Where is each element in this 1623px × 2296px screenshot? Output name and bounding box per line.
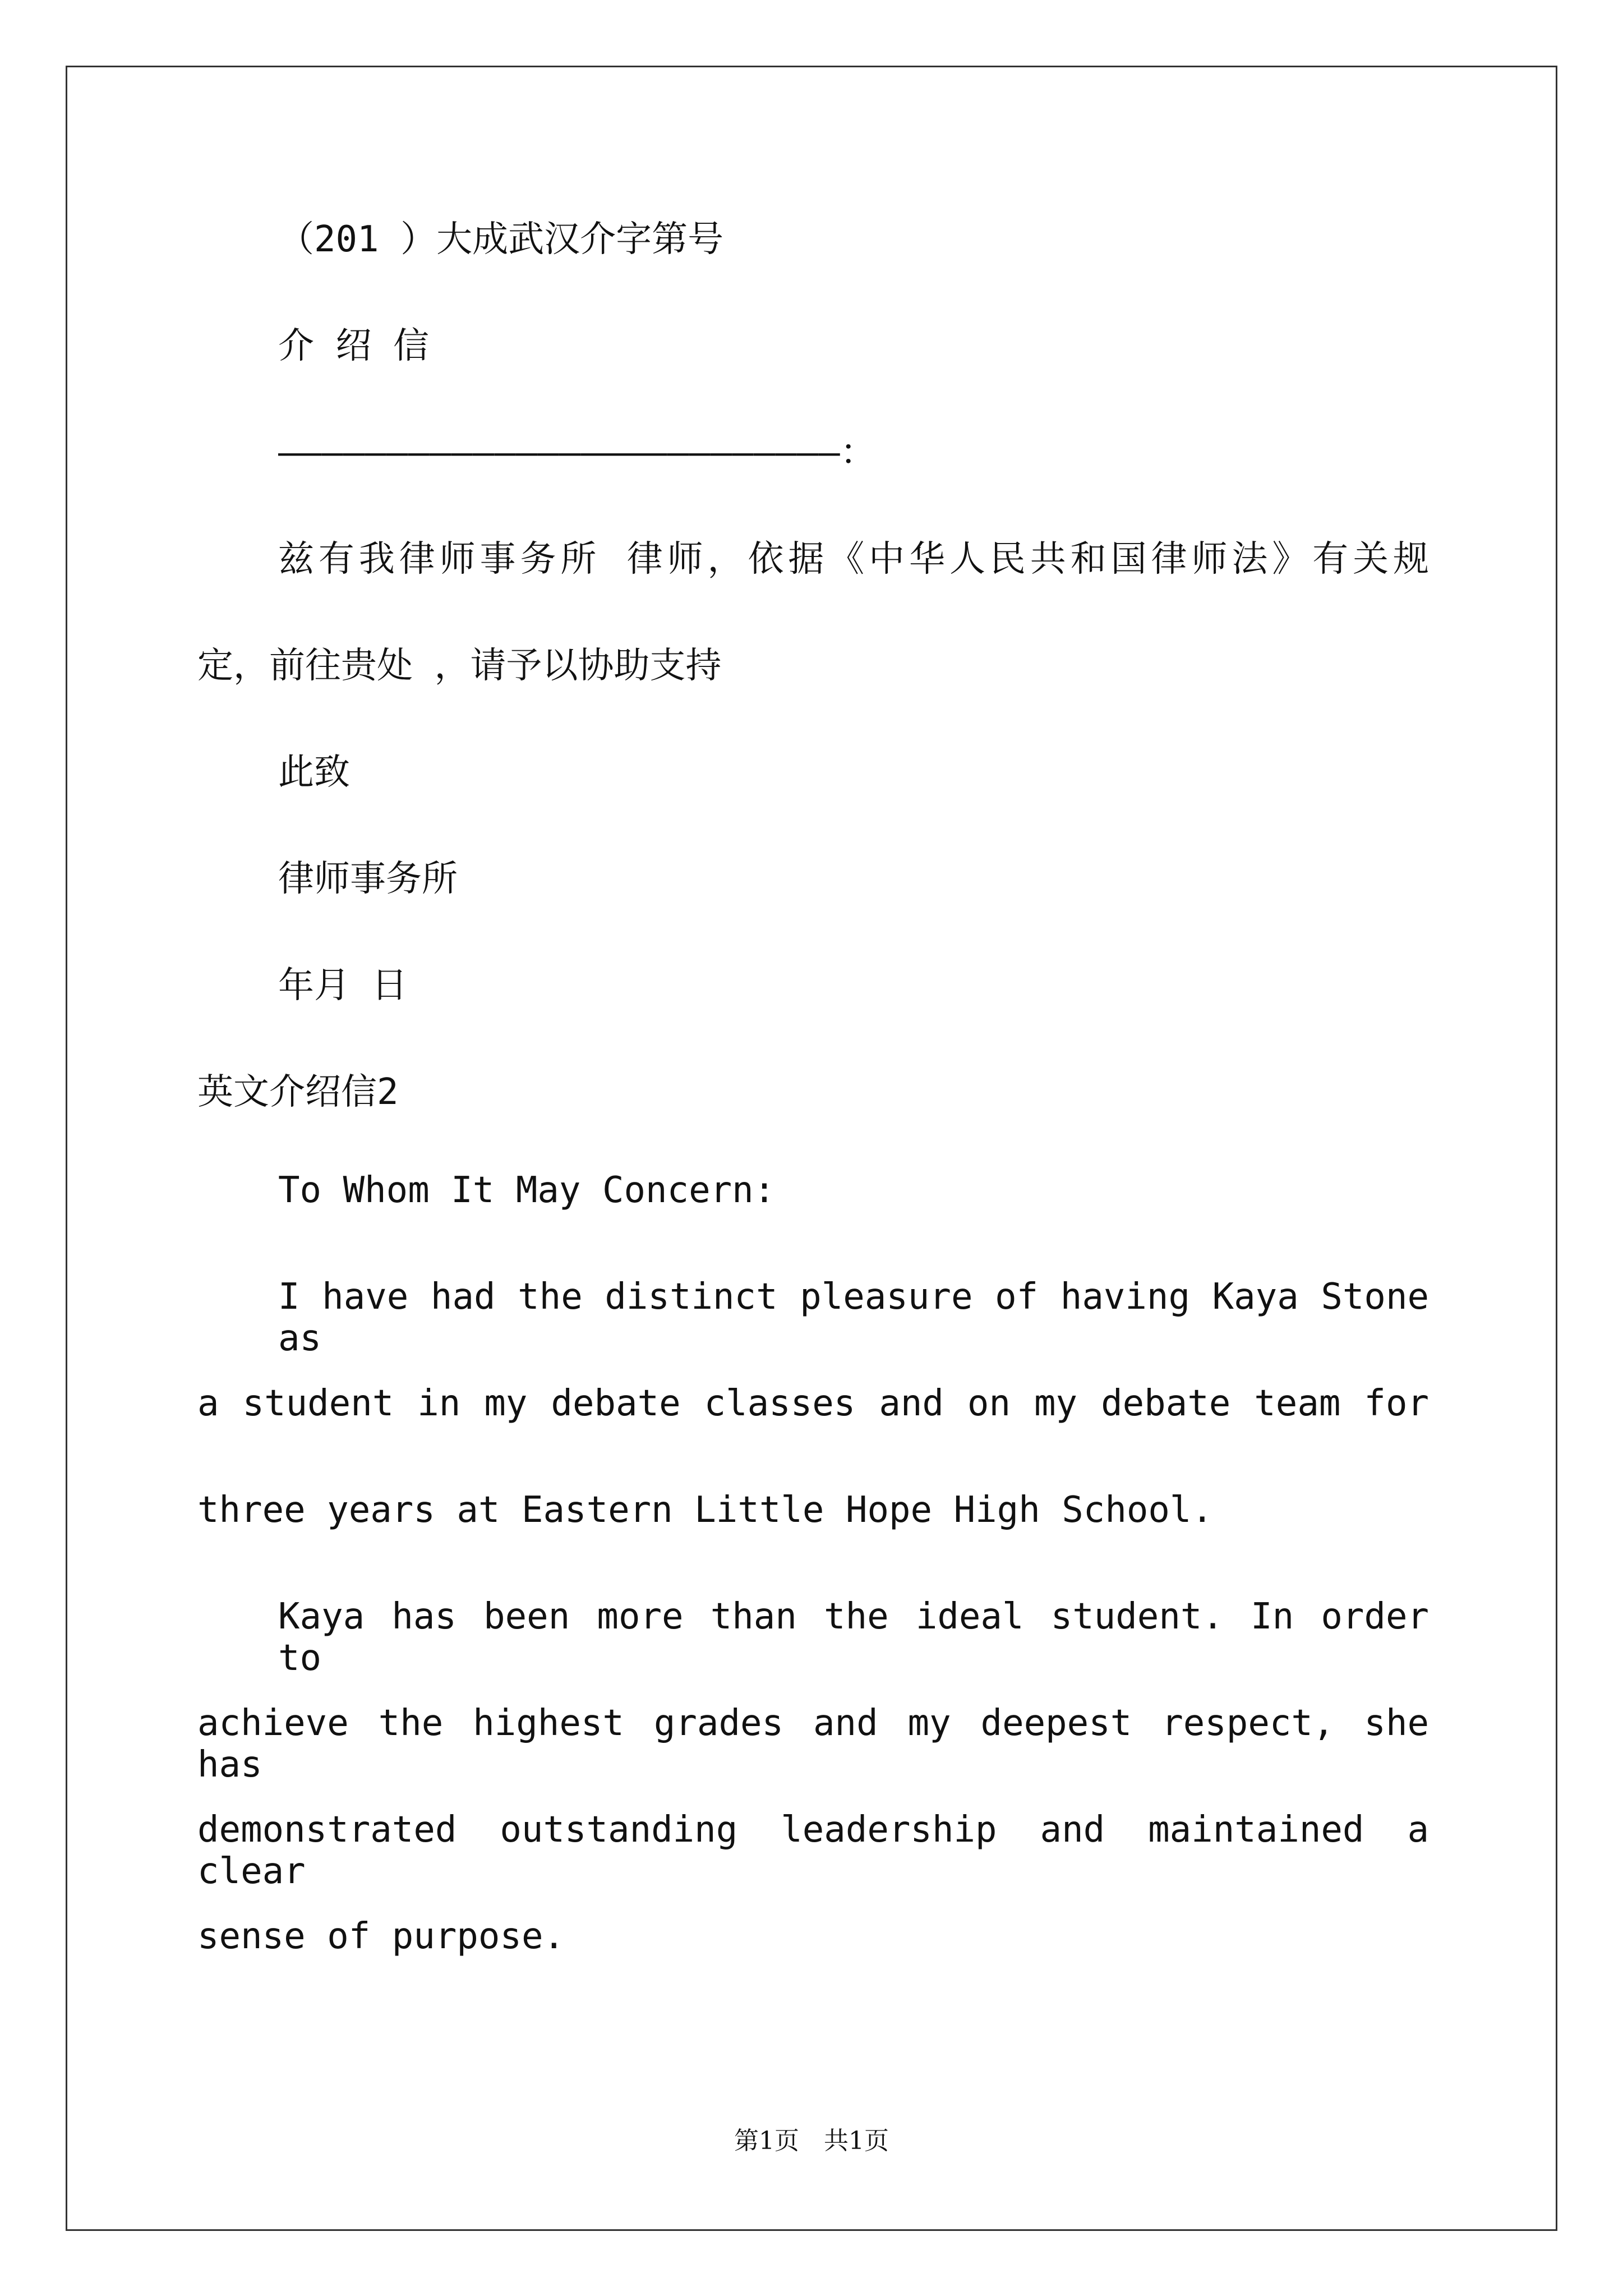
- page-footer: 第1页 共1页: [734, 2127, 889, 2155]
- date-line: 年月 日: [278, 965, 408, 1006]
- paragraph-line: sense of purpose.: [197, 1916, 565, 1957]
- page-border: [66, 66, 1557, 2231]
- paragraph-line: a student in my debate classes and on my debate team for: [197, 1383, 1429, 1424]
- paragraph-line: achieve the highest grades and my deepest respect, she has: [197, 1703, 1429, 1786]
- salutation: To Whom It May Concern:: [278, 1170, 776, 1211]
- letter-title: 介 绍 信: [278, 325, 430, 367]
- closing-phrase: 此致: [278, 752, 350, 793]
- body-text-cn-line: 兹有我律师事务所 律师，依据《中华人民共和国律师法》有关规: [278, 539, 1429, 580]
- paragraph-line: demonstrated outstanding leadership and maintained a clear: [197, 1809, 1429, 1892]
- section-heading: 英文介绍信2: [197, 1071, 399, 1113]
- reference-number: （201 ）大成武汉介字第号: [278, 219, 724, 260]
- paragraph-line: Kaya has been more than the ideal student. In order to: [278, 1596, 1429, 1679]
- paragraph-line: I have had the distinct pleasure of having Kaya Stone as: [278, 1276, 1429, 1359]
- addressee-line: ——————————————————————————：: [278, 432, 876, 473]
- paragraph-line: three years at Eastern Little Hope High School.: [197, 1489, 1213, 1531]
- body-text-cn-line: 定，前往贵处 ，请予以协助支持: [197, 645, 722, 687]
- signature-organization: 律师事务所: [278, 858, 458, 900]
